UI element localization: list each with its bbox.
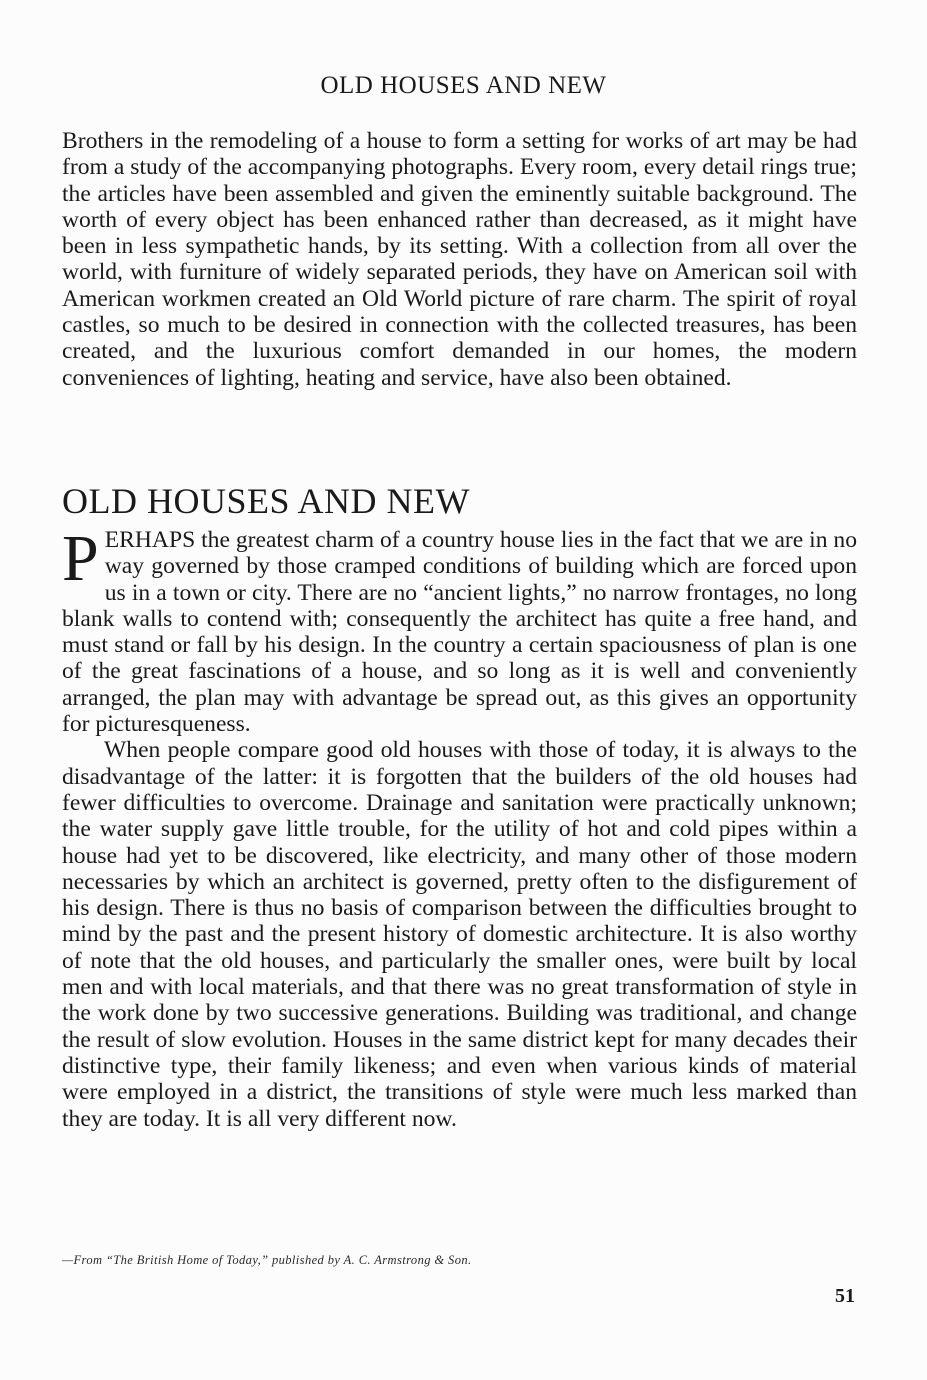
article-body bbox=[62, 522, 857, 1132]
source-credit: —From “The British Home of Today,” published by A. C. Armstrong & Son. bbox=[62, 1253, 472, 1267]
intro-text-block bbox=[62, 128, 857, 391]
page-number: 51 bbox=[835, 1285, 855, 1307]
running-head: OLD HOUSES AND NEW bbox=[320, 72, 607, 99]
paragraph-1-text: ERHAPS the greatest charm of a country house lies in the fact that we are in no way governed by those cramped conditions of building which are forced upon us in a town or city. There are no “ancient lights,” no narrow frontages, no long blank walls to contend with; consequently the architect has quite a free hand, and must stand or fall by his design. In the country a certain spaciousness of plan is one of the great fascinations of a house, and so long as it is well and conveniently arranged, the plan may with advantage be spread out, as this gives an opportunity for picturesqueness. bbox=[62, 527, 857, 738]
section-heading: OLD HOUSES AND NEW bbox=[62, 481, 470, 521]
article-paragraph-1 bbox=[62, 522, 857, 738]
intro-paragraph: Brothers in the remodeling of a house to form a setting for works of art may be had from a study of the accompanying photographs. Every room, every detail rings true; the articles have been assembled and given the eminently suitable background. The worth of every object has been enhanced rather than decreased, as it might have been in less sympathetic hands, by its setting. With a collection from all over the world, with furniture of widely separated periods, they have on American soil with American workmen created an Old World picture of rare charm. The spirit of royal castles, so much to be desired in connection with the collected treasures, has been created, and the luxurious comfort demanded in our homes, the modern conveniences of lighting, heating and service, have also been obtained. bbox=[62, 128, 857, 391]
drop-cap: P bbox=[62, 522, 99, 595]
article-paragraph-2: When people compare good old houses with those of today, it is always to the disadvantage of the latter: it is forgotten that the builders of the old houses had fewer difficulties to overcome. Drainage and sanitation were practically unknown; the water supply gave little trouble, for the utility of hot and cold pipes within a house had yet to be discovered, like electricity, and many other of those modern necessaries by which an architect is governed, pretty often to the disfigurement of his design. There is thus no basis of comparison between the difficulties brought to mind by the past and the present history of domestic architecture. It is also worthy of note that the old houses, and particularly the smaller ones, were built by local men and with local materials, and that there was no great transformation of style in the work done by two successive generations. Building was traditional, and change the result of slow evolution. Houses in the same district kept for many decades their distinctive type, their family likeness; and even when various kinds of material were employed in a district, the transitions of style were much less marked than they are today. It is all very different now. bbox=[62, 737, 857, 1132]
